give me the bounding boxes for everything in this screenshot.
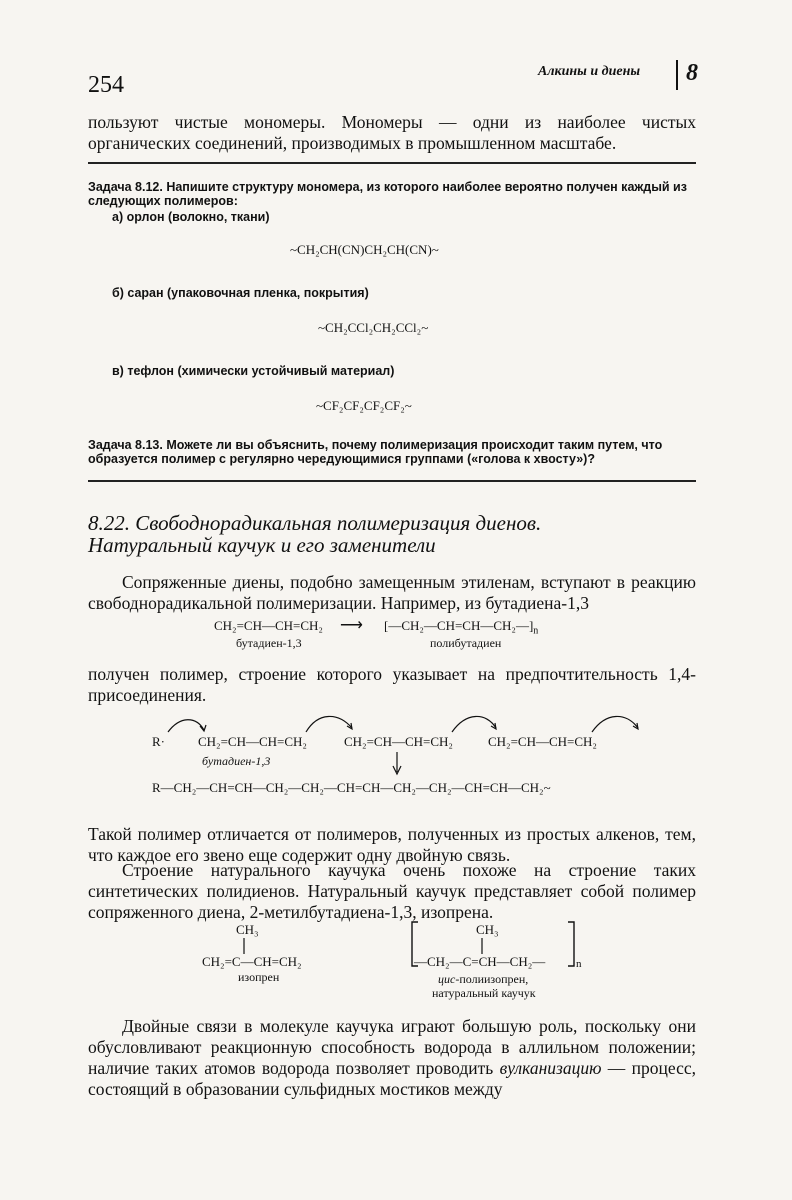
polyisoprene-label-2: натуральный каучук bbox=[432, 986, 536, 1000]
chapter-number: 8 bbox=[686, 60, 698, 86]
butadiene-label: бутадиен-1,3 bbox=[236, 636, 302, 650]
butadiene-unit-1: CH₂=CH—CH=CH₂ bbox=[198, 734, 307, 749]
polyisoprene-methyl: CH₃ bbox=[476, 922, 499, 937]
saran-formula: ~CH₂CCl₂CH₂CCl₂~ bbox=[318, 320, 429, 335]
scheme-monomer-label: бутадиен-1,3 bbox=[202, 754, 271, 768]
butadiene-unit-3: CH₂=CH—CH=CH₂ bbox=[488, 734, 597, 749]
page-number: 254 bbox=[88, 72, 124, 98]
orlon-formula: ~CH₂CH(CN)CH₂CH(CN)~ bbox=[290, 242, 439, 257]
task-8-12-c-label: в) тефлон (химически устойчивый материал) bbox=[112, 364, 395, 378]
polyisoprene-chain: —CH₂—C=CH—CH₂— bbox=[414, 954, 546, 969]
paragraph-1: Сопряженные диены, подобно замещенным этиленам, вступают в реакцию свободнорадикальной полимеризации. Например, из бутадиена-1,3 bbox=[88, 572, 696, 613]
running-title: Алкины и диены bbox=[538, 64, 641, 79]
butadiene-unit-2: CH₂=CH—CH=CH₂ bbox=[344, 734, 453, 749]
vulcanization-term: вулканизацию bbox=[499, 1058, 602, 1078]
task-8-12-a-label: а) орлон (волокно, ткани) bbox=[112, 210, 270, 224]
isoprene-methyl: CH₃ bbox=[236, 922, 259, 937]
paragraph-2: получен полимер, строение которого указывает на предпочтительность 1,4-присоединения. bbox=[88, 664, 696, 705]
paragraph-3: Такой полимер отличается от полимеров, полученных из простых алкенов, тем, что каждое его звено еще содержит одну двойную связь. bbox=[88, 824, 696, 865]
task-8-13-text: Задача 8.13. Можете ли вы объяснить, почему полимеризация происходит таким путем, что образуется полимер с регулярно чередующимися группами («голова к хвосту»)? bbox=[88, 438, 663, 466]
polybutadiene-label: полибутадиен bbox=[430, 636, 502, 650]
reaction-arrow: ⟶ bbox=[340, 617, 363, 634]
polyisoprene-label: цис-полиизопрен, bbox=[438, 972, 529, 986]
section-title-line1: 8.22. Свободнорадикальная полимеризация диенов. bbox=[88, 511, 542, 535]
scheme-product: R—CH₂—CH=CH—CH₂—CH₂—CH=CH—CH₂—CH₂—CH=CH—CH₂~ bbox=[152, 780, 551, 795]
intro-paragraph: пользуют чистые мономеры. Мономеры — одни из наиболее чистых органических соединений, производимых в промышленном масштабе. bbox=[88, 112, 696, 153]
polyisoprene-subscript: n bbox=[576, 958, 582, 970]
polybutadiene-formula: $[—CH_2—CH=CH—CH_2—]_n$ bbox=[384, 618, 539, 637]
task-8-12-text: Задача 8.12. Напишите структуру мономера, из которого наиболее вероятно получен каждый из следующих полимеров: bbox=[88, 180, 687, 208]
isoprene-chain: CH₂=C—CH=CH₂ bbox=[202, 954, 302, 969]
isoprene-label: изопрен bbox=[238, 970, 280, 984]
paragraph-4: Строение натурального каучука очень похоже на строение таких синтетических полидиенов. Натуральный каучук представляет собой полимер сопряженного диена, 2-метилбутадиена-1,3, изопрена. bbox=[88, 860, 696, 922]
section-title-line2: Натуральный каучук и его заменители bbox=[88, 533, 436, 557]
butadiene-formula: CH₂=CH—CH=CH₂ bbox=[214, 618, 323, 633]
paragraph-5: Двойные связи в молекуле каучука играют большую роль, поскольку они обусловливают реакционную способность водорода в аллильном положении; наличие таких атомов водорода позволяет проводить вулканизацию — процесс, состоящий в образовании сульфидных мостиков между bbox=[88, 1016, 696, 1099]
teflon-formula: ~CF₂CF₂CF₂CF₂~ bbox=[316, 398, 412, 413]
task-8-12-b-label: б) саран (упаковочная пленка, покрытия) bbox=[112, 286, 369, 300]
radical: R· bbox=[152, 734, 165, 749]
